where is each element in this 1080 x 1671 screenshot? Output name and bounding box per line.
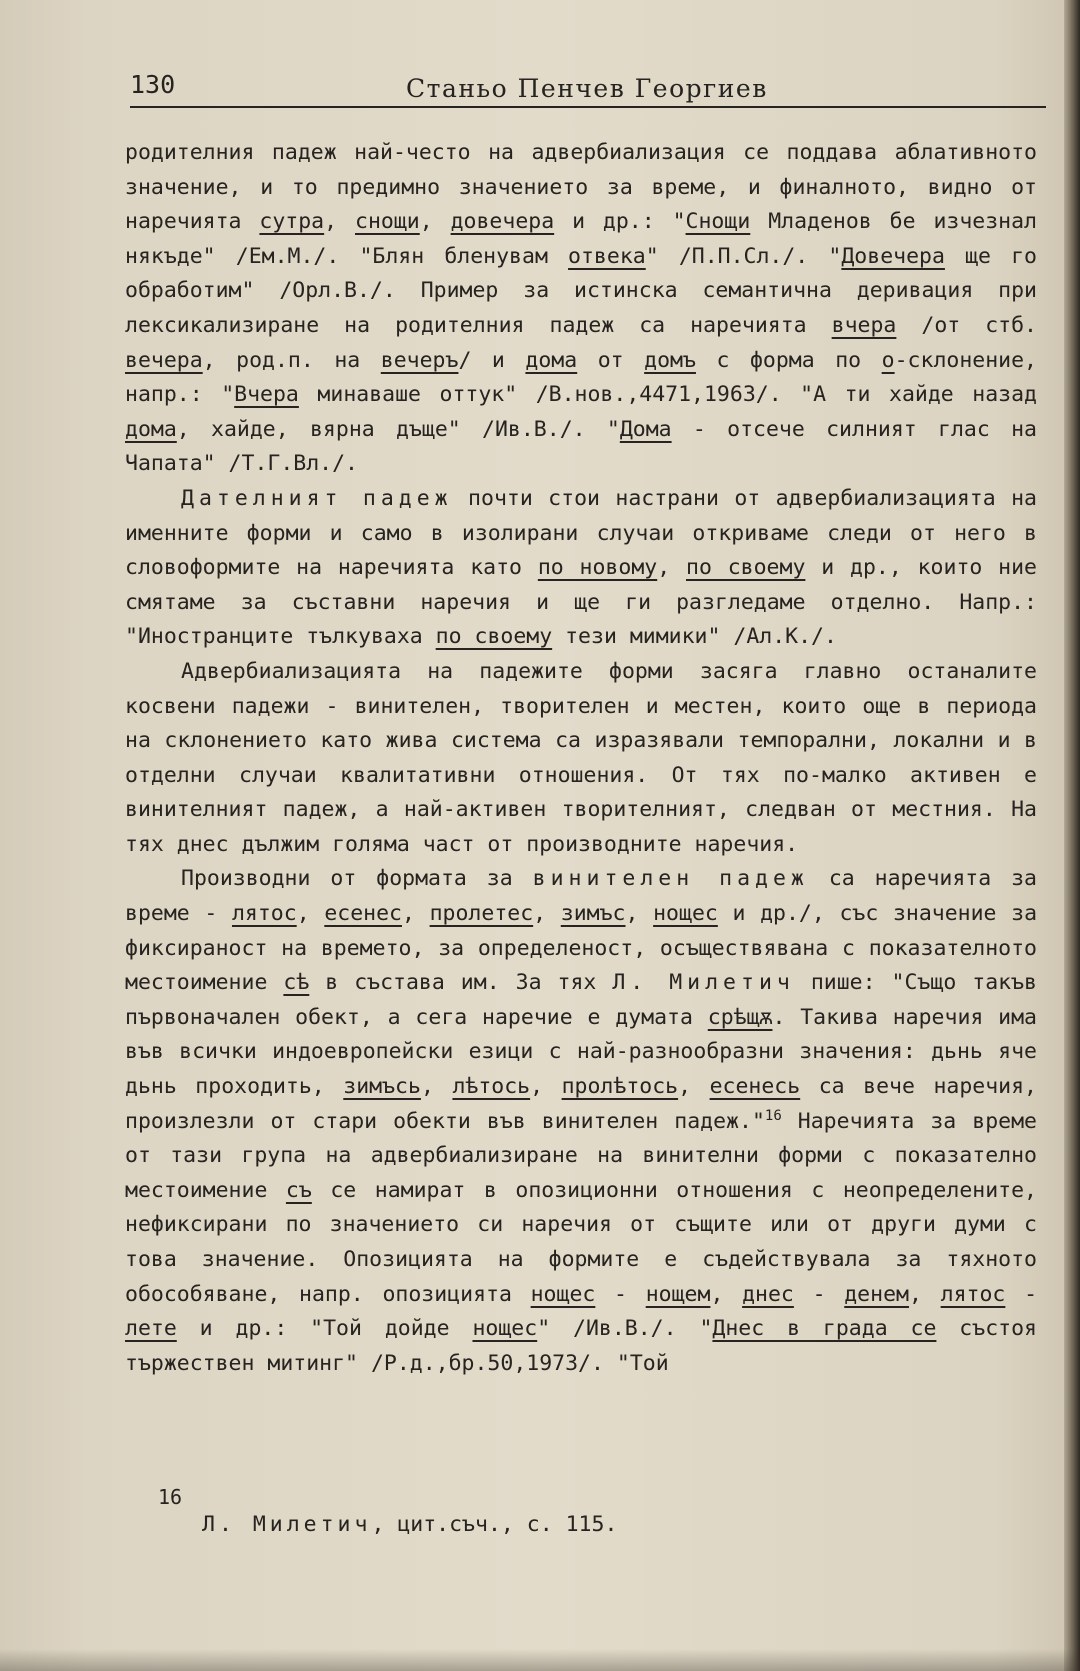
text-run: , <box>710 1281 743 1307</box>
underlined-term: по своему <box>686 555 806 581</box>
text-run: /от стб. <box>896 312 1037 338</box>
underlined-term: Снощи <box>685 209 751 235</box>
text-run: Наречията за време от тази група на адвербиализиране на винителни форми с показателно местоимение <box>125 1108 1037 1203</box>
underlined-term: отвека <box>568 243 646 269</box>
text-run: се намират в опозиционни отношения с неопределените, нефиксирани по значението си наречия от същите или от други думи с това значение. Опозицията на формите е съдействувала за тяхното обособяване, напр. опозицията <box>125 1177 1037 1307</box>
spaced-term: Дателният падеж <box>181 485 453 511</box>
underlined-term: срѣщѫ <box>707 1004 773 1030</box>
text-run: Адвербиализацията на падежите форми засяга главно останалите косвени падежи - винителен, творителен и местен, които още в периода на склонението като жива система са изразявали темпорални, локални и в отделни случаи квалитативни отношения. От тях по-малко активен е винителният падеж, а най-активен творителният, следван от местния. На тях днес дължим голяма част от производните наречия. <box>125 658 1037 857</box>
paragraph <box>125 655 1037 863</box>
footnote-author: Л. Милетич <box>202 1512 372 1537</box>
text-run: -склонение, напр.: " <box>125 347 1037 408</box>
text-run: / и <box>458 347 526 373</box>
underlined-term: зимъс <box>560 901 626 927</box>
paragraph <box>125 136 1037 482</box>
underlined-term: Днес в града се <box>712 1316 937 1342</box>
text-run: - <box>1005 1281 1038 1307</box>
underlined-term: лете <box>125 1316 177 1342</box>
underlined-term: снощи <box>355 209 420 235</box>
text-run: ще го обработим" /Орл.В./. Пример за истинска семантична деривация при лексикализиране на родителния падеж са наречията <box>125 243 1038 338</box>
text-run: - отсече силният глас на Чапата" /Т.Г.Вл./. <box>125 416 1037 477</box>
text-run: " /П.П.Сл./. " <box>645 243 842 269</box>
text-run: и др./, със значение за фиксираност на времето, за определеност, осъществявана с показателното местоимение <box>125 901 1038 996</box>
text-run: , <box>657 555 686 581</box>
text-run: , <box>420 1074 453 1100</box>
text-run: , <box>401 901 430 927</box>
underlined-term: есенесь <box>709 1074 801 1100</box>
text-run: тези мимики" /Ал.К./. <box>552 624 837 650</box>
text-run: почти стои настрани от адвербиализацията на именните форми и само в изолирани случаи откриваме следи от него в словоформите на наречията като <box>125 485 1037 581</box>
underlined-term: лятос <box>231 901 297 927</box>
text-run: - <box>595 1281 646 1307</box>
underlined-term: домъ <box>644 347 696 373</box>
text-run: , <box>678 1074 710 1100</box>
text-run: Младенов бе изчезнал някъде" /Ем.М./. "Блян бленувам <box>125 209 1037 269</box>
underlined-term: по новому <box>537 555 658 581</box>
text-run: и др., които ние смятаме за съставни наречия и ще ги разгледаме отделно. Напр.: "Иностранците тълкуваха <box>125 555 1037 650</box>
underlined-term: нощем <box>645 1281 711 1307</box>
text-run: пише: "Също такъв първоначален обект, а сега наречие е думата <box>125 970 1037 1030</box>
text-run: от <box>577 347 645 373</box>
underlined-term: съ <box>285 1177 312 1203</box>
text-run: , <box>625 901 654 927</box>
text-run: родителния падеж най-често на адвербиализация се поддава аблативното значение, и то предимно значението за време, и финалното, видно от наречията <box>125 140 1037 235</box>
underlined-term: дома <box>125 416 177 442</box>
page-number: 130 <box>130 70 176 99</box>
text-run: и др.: " <box>554 209 686 235</box>
page-bottom-shadow <box>0 1649 1080 1671</box>
text-run: , <box>419 209 451 235</box>
underlined-term: Дома <box>619 416 672 442</box>
underlined-term: нощес <box>530 1281 596 1307</box>
footnote <box>158 1485 1038 1540</box>
text-run: в състава им. За тях <box>309 970 613 996</box>
underlined-term: сутра <box>259 209 325 235</box>
text-run: с форма по <box>695 347 882 373</box>
underlined-term: пролетес <box>429 901 534 927</box>
page-edge-shadow <box>1064 0 1080 1671</box>
text-run: , род.п. на <box>202 347 381 373</box>
text-run: са наречията за време - <box>125 866 1038 927</box>
spaced-term: Л. Милетич <box>612 970 795 996</box>
footnote-citation: , цит.съч., с. 115. <box>371 1512 618 1537</box>
underlined-term: довечера <box>450 209 555 235</box>
footnote-text <box>158 1498 1038 1540</box>
underlined-term: Довечера <box>841 243 945 269</box>
text-run: състоя тържествен митинг" /Р.д.,бр.50,1973/. "Той <box>125 1316 1037 1376</box>
text-run: , <box>530 1074 562 1100</box>
footnote-reference: 16 <box>764 1107 782 1124</box>
text-run: , <box>296 901 325 927</box>
text-run: минаваше оттук" /В.нов.,4471,1963/. "А ти хайде назад <box>298 382 1038 408</box>
spaced-term: винителен падеж <box>532 866 809 892</box>
running-head: Станьо Пенчев Георгиев <box>406 74 768 103</box>
underlined-term: Вчера <box>234 382 299 408</box>
underlined-term: o <box>881 347 895 373</box>
underlined-term: вечера <box>125 347 203 373</box>
text-run: са вече наречия, произлезли от стари обекти във винителен падеж." <box>125 1074 1038 1134</box>
text-run: Производни от формата за <box>181 866 533 892</box>
paragraph <box>125 482 1037 655</box>
underlined-term: нощес <box>472 1316 538 1342</box>
text-run: - <box>793 1281 845 1307</box>
underlined-term: вечеръ <box>380 347 459 373</box>
underlined-term: вчера <box>831 312 897 338</box>
text-run: " /Ив.В./. " <box>537 1316 713 1342</box>
text-run: , <box>908 1281 941 1307</box>
underlined-term: дома <box>525 347 578 373</box>
underlined-term: по своему <box>435 624 553 650</box>
underlined-term: денем <box>844 1281 909 1307</box>
underlined-term: нощес <box>653 901 718 927</box>
underlined-term: зимъсь <box>343 1074 421 1100</box>
underlined-term: есенес <box>324 901 402 927</box>
body-text <box>125 136 1037 1381</box>
text-run: и др.: "Той дойде <box>176 1316 473 1342</box>
text-run: , <box>533 901 561 927</box>
underlined-term: сѣ <box>283 970 310 996</box>
underlined-term: лятос <box>940 1281 1006 1307</box>
text-run: , хайде, вярна дъще" /Ив.В./. " <box>176 416 620 442</box>
text-run: , <box>324 209 355 235</box>
footnote-mark: 16 <box>158 1485 183 1509</box>
text-run: . Такива наречия има във всички индоевропейски езици с най-разнообразни значения: дьнь яче дьнь проходить, <box>125 1004 1037 1100</box>
underlined-term: лѣтось <box>452 1074 531 1100</box>
underlined-term: пролѣтось <box>561 1074 679 1100</box>
underlined-term: днес <box>742 1281 794 1307</box>
paragraph <box>125 862 1037 1381</box>
page-header <box>130 66 1046 108</box>
